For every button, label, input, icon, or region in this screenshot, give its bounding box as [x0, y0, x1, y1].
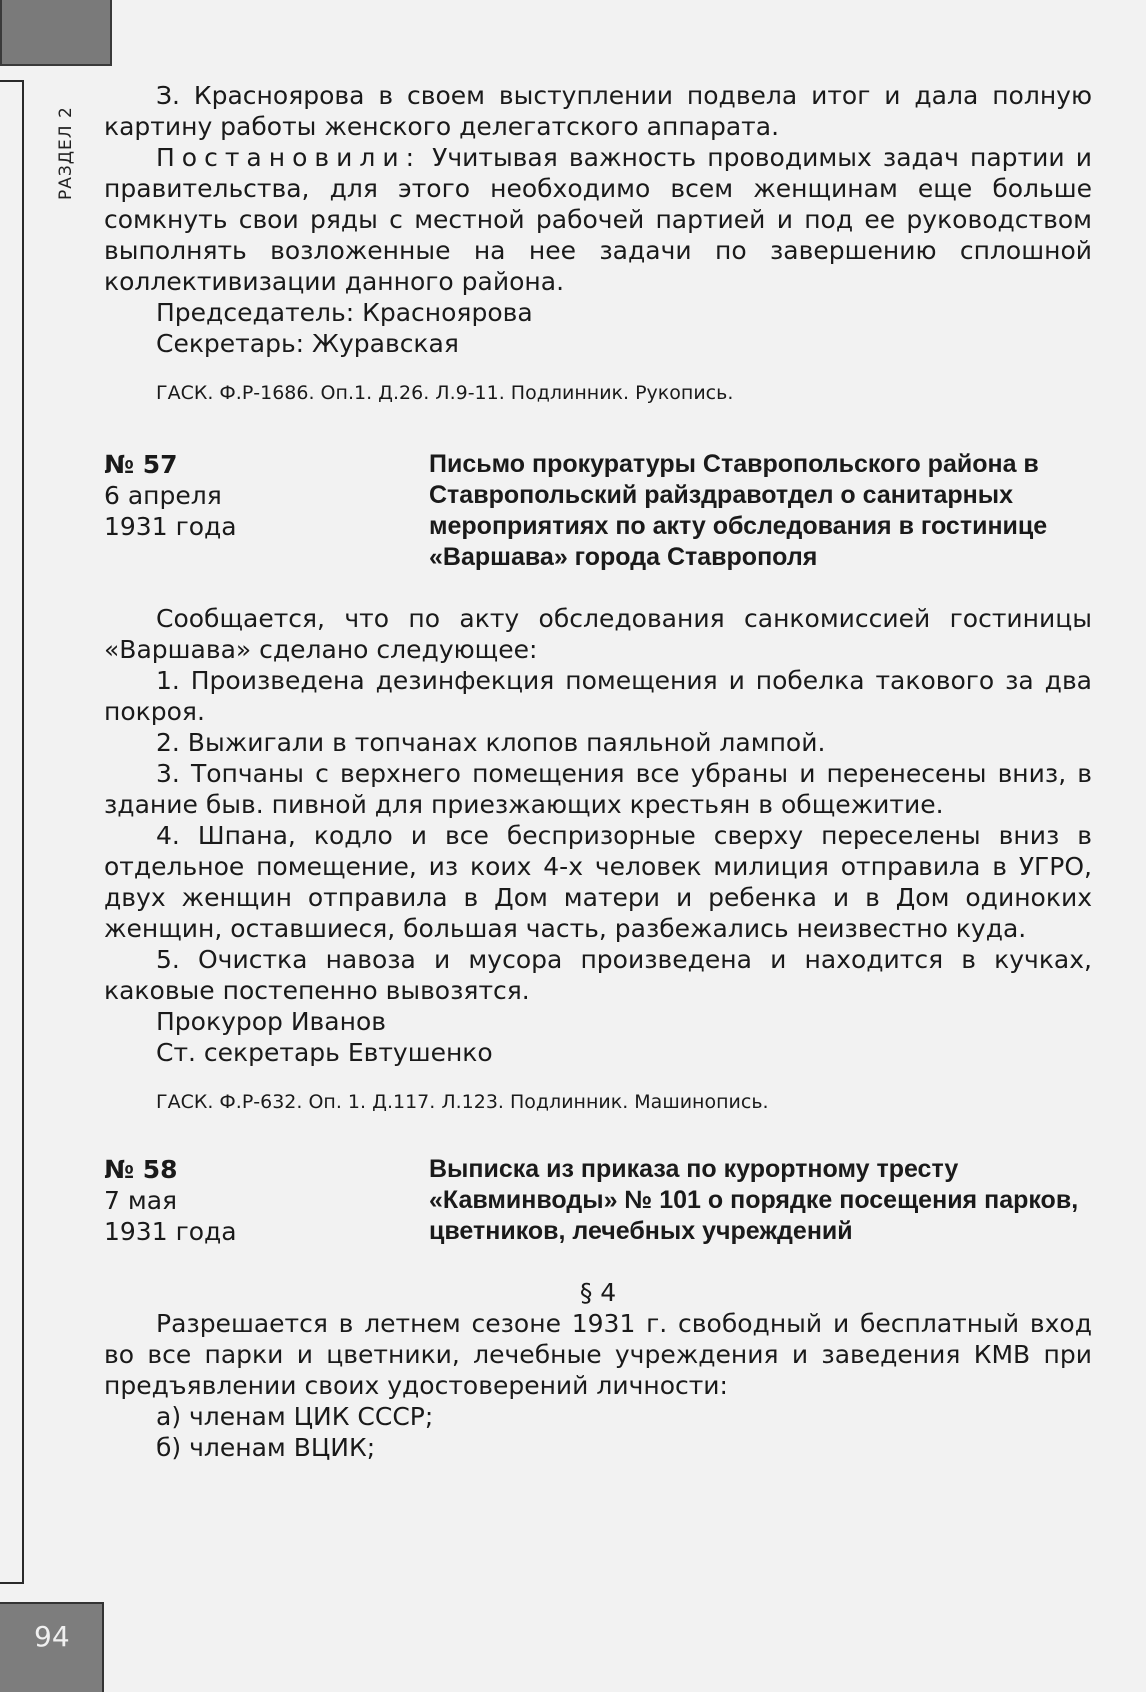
document-57-date-day: 6 апреля: [104, 481, 222, 510]
document-57-item: 2. Выжигали в топчанах клопов паяльной лампой.: [156, 728, 826, 757]
secretary-signature: Секретарь: Журавская: [156, 329, 459, 358]
document-58-header: [104, 1154, 1092, 1247]
intro-paragraph: З. Красноярова в своем выступлении подвела итог и дала полную картину работы женского делегатского аппарата.: [104, 81, 1092, 141]
page-number: 94: [34, 1620, 70, 1653]
section-label: РАЗДЕЛ 2: [56, 106, 76, 200]
document-57-item: 1. Произведена дезинфекция помещения и побелка такового за два покроя.: [104, 666, 1092, 726]
resolution-paragraph: [104, 142, 1092, 297]
chair-signature: Председатель: Красноярова: [156, 298, 533, 327]
resolution-text: Учитывая важность проводимых задач партии и правительства, для этого необходимо всем женщинам еще больше сомкнуть свои ряды с местной рабочей партией и под ее руководством выполнять возложенные на нее задачи по завершению сплошной коллективизации данного района.: [104, 143, 1092, 296]
document-57-item: 5. Очистка навоза и мусора произведена и находится в кучках, каковые постепенно вывозятся.: [104, 945, 1092, 1005]
document-58-number: № 58: [104, 1155, 178, 1184]
side-frame-decoration: [0, 80, 24, 1584]
document-58-item: б) членам ВЦИК;: [156, 1433, 376, 1462]
document-57-title: Письмо прокуратуры Ставропольского района в Ставропольский райздравотдел о санитарных мероприятиях по акту обследования в гостинице «Варшава» города Ставрополя: [429, 450, 1048, 571]
document-57-number: № 57: [104, 450, 178, 479]
document-58-title: Выписка из приказа по курортному тресту «Кавминводы» № 101 о порядке посещения парков, цветников, лечебных учреждений: [429, 1155, 1079, 1245]
document-57-header: [104, 449, 1092, 573]
document-57-meta: [104, 449, 429, 573]
archive-reference-1: ГАСК. Ф.Р-1686. Оп.1. Д.26. Л.9-11. Подлинник. Рукопись.: [156, 382, 734, 404]
document-57-signer-secretary: Ст. секретарь Евтушенко: [156, 1038, 493, 1067]
document-58-section-heading: § 4: [579, 1278, 617, 1307]
document-57-intro: Сообщается, что по акту обследования санкомиссией гостиницы «Варшава» сделано следующее:: [104, 604, 1092, 664]
document-58-intro: Разрешается в летнем сезоне 1931 г. свободный и бесплатный вход во все парки и цветники, лечебные учреждения и заведения КМВ при предъявлении своих удостоверений личности:: [104, 1309, 1092, 1400]
page-content: [104, 80, 1092, 1463]
resolution-label: Постановили:: [156, 143, 421, 172]
top-tab-decoration: [0, 0, 112, 66]
document-57-item: 3. Топчаны с верхнего помещения все убраны и перенесены вниз, в здание быв. пивной для приезжающих крестьян в общежитие.: [104, 759, 1092, 819]
document-58-item: а) членам ЦИК СССР;: [156, 1402, 434, 1431]
document-58-date-year: 1931 года: [104, 1217, 237, 1246]
document-58-date-day: 7 мая: [104, 1186, 178, 1215]
document-57-item: 4. Шпана, кодло и все беспризорные сверху переселены вниз в отдельное помещение, из коих 4-х человек милиция отправила в УГРО, двух женщин отправила в Дом матери и ребенка и в Дом одиноких женщин, оставшиеся, большая часть, разбежались неизвестно куда.: [104, 821, 1092, 943]
document-57-signer-prosecutor: Прокурор Иванов: [156, 1007, 386, 1036]
archive-reference-2: ГАСК. Ф.Р-632. Оп. 1. Д.117. Л.123. Подлинник. Машинопись.: [156, 1091, 769, 1113]
document-58-meta: [104, 1154, 429, 1247]
document-57-date-year: 1931 года: [104, 512, 237, 541]
